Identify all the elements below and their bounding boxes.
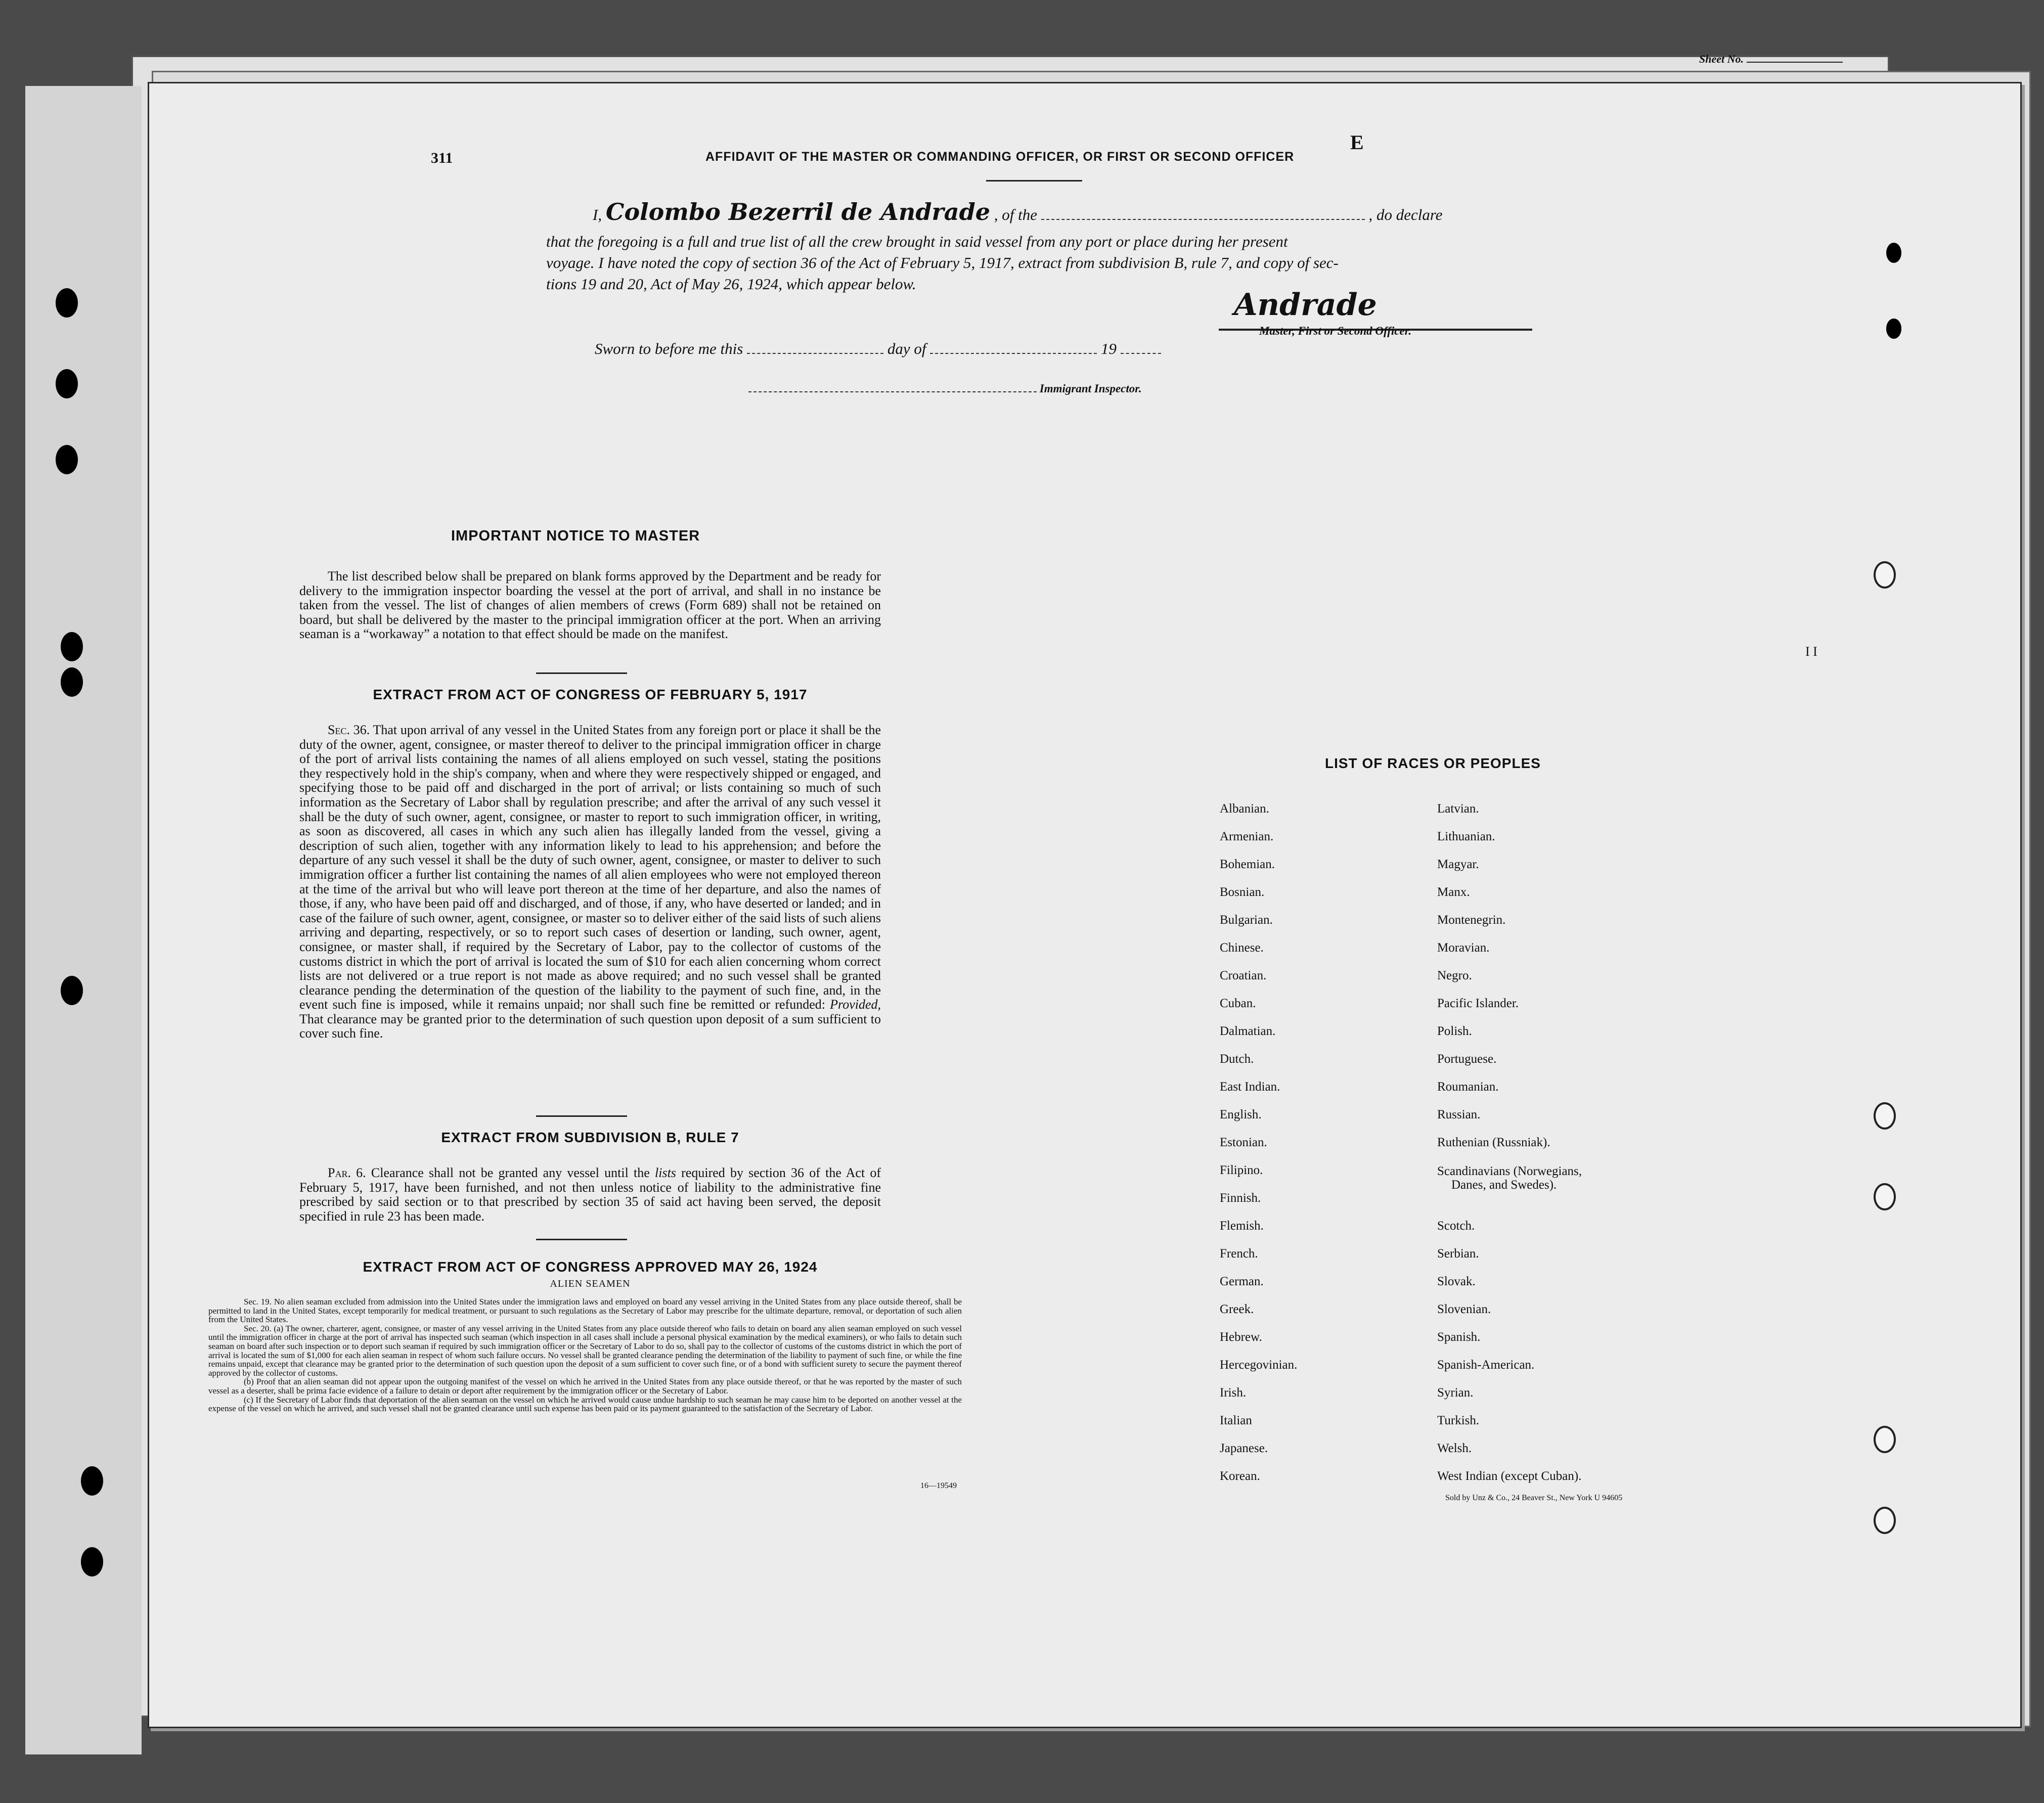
binder-hole (56, 369, 78, 398)
race-item: Japanese. (1220, 1441, 1268, 1455)
margin-mark: I I (1805, 644, 1817, 659)
binder-hole (1886, 319, 1901, 339)
race-item: Spanish. (1437, 1330, 1481, 1344)
form-number: 16—19549 (920, 1481, 957, 1490)
race-item: Hebrew. (1220, 1330, 1262, 1344)
binder-hole (81, 1547, 103, 1576)
race-item: Chinese. (1220, 941, 1264, 955)
race-item: East Indian. (1220, 1080, 1280, 1094)
binder-ring (1874, 1507, 1896, 1534)
race-item: Albanian. (1220, 802, 1269, 816)
race-item: Lithuanian. (1437, 830, 1495, 843)
race-item: Spanish-American. (1437, 1358, 1535, 1372)
sheet-number-label: Sheet No. (1699, 53, 1843, 66)
extract-1917-text: Sec. 36. That upon arrival of any vessel in the United States from any foreign port or place it shall be the duty of the owner, agent, consignee, or master thereof to deliver to the principal immigration officer in charge of the port of arrival lists containing the names of all aliens employed on such vessel, stating the positions they respectively hold in the ship's company, when and where they were respectively shipped or engaged, and specifying those to be paid off and discharged in the port of arrival; or lists containing so much of such information as the Secretary of Labor shall by regulation prescribe; and after the arrival of any such vessel it shall be the duty of such owner, agent, consignee, or master to report to such immigration officer, in writing, as soon as discovered, all cases in which any such alien has illegally landed from the vessel, giving a description of such alien, together with any information likely to lead to his apprehension; and before the departure of any such vessel it shall be the duty of such owner, agent, consignee, or master to deliver to such immigration officer a further list containing the names of all alien employees who were not employed thereon at the time of the arrival but who will leave port thereon at the time of her departure, and also the names of those, if any, who have been paid off and discharged, and of those, if any, who have deserted or landed; and in case of the failure of such owner, agent, consignee, or master so to deliver either of the said lists of such aliens arriving and departing, respectively, or so to report such cases of desertion or landing, such owner, agent, consignee, or master shall, if required by the Secretary of Labor, pay to the collector of customs of the customs district in which the port of arrival is located the sum of $10 for each alien concerning whom correct lists are not delivered or a true report is not made as above required; and no such vessel shall be granted clearance pending the determination of the question of the liability to the payment of such fine, and, in the event such fine is imposed, while it remains unpaid; nor shall such fine be remitted or refunded: Provided, That clearance may be granted prior to the determination of such question upon deposit of a sum sufficient to cover such fine. (299, 723, 881, 1041)
race-item: Greek. (1220, 1302, 1254, 1316)
extract-1924-text: Sec. 19. No alien seaman excluded from admission into the United States under the immigration laws and employed on board any vessel arriving in the United States from any place outside thereof, shall be permitted to land in the United States, except temporarily for medical treatment, or pursuant to such regulations as the Secretary of Labor may prescribe for the ultimate departure, removal, or deportation of such alien from the United States. Sec. 20. (a) The owner, charterer, agent, consignee, or master of any vessel arriving in the United States from any place outside thereof who fails to detain on board any alien seaman employed on such vessel until the immigration officer in charge at the port of arrival has inspected such seaman (which inspection in all cases shall include a personal physical examination by the medical examiners), or who fails to detain such seaman on board after such inspection or to deport such seaman if required by such immigration officer or the Secretary of Labor to do so, shall pay to the collector of customs of the customs district in which the port of arrival is located the sum of $1,000 for each alien seaman in respect of whom such failure occurs. No vessel shall be granted clearance pending the determination of the liability to payment of such fine, or while the fine remains unpaid, except that clearance may be granted prior to the determination of such question upon the deposit of a sum sufficient to cover such fine, or of a bond with sufficient surety to secure the payment thereof approved by the collector of customs. (b) Proof that an alien seaman did not appear upon the outgoing manifest of the vessel on which he arrived in the United States from any place outside thereof, or that he was reported by the master of such vessel as a deserter, shall be prima facie evidence of a failure to detain or deport after requirement by the immigration officer or the Secretary of Labor. (c) If the Secretary of Labor finds that deportation of the alien seaman on the vessel on which he arrived would cause undue hardship to such seaman he may cause him to be deported on another vessel at the expense of the vessel on which he arrived, and such vessel shall not be granted clearance until such expense has been paid or its payment guaranteed to the satisfaction of the Secretary of Labor. (208, 1297, 962, 1414)
race-item: Hercegovinian. (1220, 1358, 1298, 1372)
section-rule (536, 672, 627, 674)
binder-hole (81, 1466, 103, 1496)
race-item: Filipino. (1220, 1163, 1263, 1177)
left-strip (25, 86, 142, 1754)
race-item: Portuguese. (1437, 1052, 1497, 1066)
race-item: Montenegrin. (1437, 913, 1506, 927)
race-item: Finnish. (1220, 1191, 1261, 1205)
race-item: Scotch. (1437, 1219, 1475, 1233)
corner-mark: E (1350, 131, 1364, 154)
race-item: Manx. (1437, 885, 1470, 899)
race-item: Ruthenian (Russniak). (1437, 1136, 1550, 1149)
race-item: Scandinavians (Norwegians, (1437, 1164, 1582, 1178)
affidavit-line-2: voyage. I have noted the copy of section 36 of the Act of February 5, 1917, extract from subdivision B, rule 7, and copy of sec- (546, 254, 1339, 272)
binder-hole (56, 288, 78, 318)
race-item: Korean. (1220, 1469, 1260, 1483)
race-item: Moravian. (1437, 941, 1490, 955)
race-item: Roumanian. (1437, 1080, 1499, 1094)
binder-ring (1874, 1426, 1896, 1453)
race-item: Dalmatian. (1220, 1024, 1276, 1038)
affidavit-line-3: tions 19 and 20, Act of May 26, 1924, which appear below. (546, 275, 916, 293)
section-rule (536, 1239, 627, 1240)
race-item: German. (1220, 1275, 1264, 1288)
race-item: Cuban. (1220, 997, 1256, 1010)
race-item: Italian (1220, 1414, 1252, 1427)
affidavit-title: AFFIDAVIT OF THE MASTER OR COMMANDING OFFICER, OR FIRST OR SECOND OFFICER (705, 150, 1295, 164)
races-title: LIST OF RACES OR PEOPLES (1325, 755, 1541, 771)
race-item: Estonian. (1220, 1136, 1267, 1149)
master-signature: Andrade (1234, 287, 1377, 323)
race-item: Irish. (1220, 1386, 1247, 1400)
race-item: Croatian. (1220, 969, 1267, 982)
declarant-signature: Colombo Bezerril de Andrade (605, 198, 990, 226)
race-item: Latvian. (1437, 802, 1479, 816)
alien-seamen-subtitle: ALIEN SEAMEN (550, 1278, 631, 1289)
race-item: Bulgarian. (1220, 913, 1273, 927)
race-item: Negro. (1437, 969, 1472, 982)
binder-ring (1874, 561, 1896, 589)
rule7-text: Par. 6. Clearance shall not be granted any vessel until the lists required by section 36 of the Act of February 5, 1917, have been furnished, and not then unless notice of liability to the administrative fine prescribed by said section or to that prescribed by section 35 of said act having been served, the deposit specified in rule 23 has been made. (299, 1165, 881, 1224)
race-item: Polish. (1437, 1024, 1472, 1038)
binder-hole (61, 667, 83, 697)
master-label: Master, First or Second Officer. (1259, 325, 1412, 337)
notice-title: IMPORTANT NOTICE TO MASTER (451, 528, 700, 544)
race-item: Magyar. (1437, 858, 1479, 871)
race-item: Slovak. (1437, 1275, 1476, 1288)
binder-hole (61, 632, 83, 661)
sworn-line: Sworn to before me this day of 19 (595, 340, 1161, 358)
title-rule (986, 180, 1082, 182)
race-item: Bohemian. (1220, 858, 1275, 871)
section-rule (536, 1115, 627, 1117)
binder-ring (1874, 1183, 1896, 1210)
extract-1917-title: EXTRACT FROM ACT OF CONGRESS OF FEBRUARY 5, 1917 (373, 687, 808, 702)
page-mark: 311 (431, 150, 453, 166)
rule7-title: EXTRACT FROM SUBDIVISION B, RULE 7 (441, 1130, 739, 1145)
race-item: West Indian (except Cuban). (1437, 1469, 1582, 1483)
race-item: Flemish. (1220, 1219, 1264, 1233)
race-item: Pacific Islander. (1437, 997, 1519, 1010)
race-item: English. (1220, 1108, 1262, 1121)
binder-hole (56, 445, 78, 474)
binder-ring (1874, 1102, 1896, 1130)
inspector-line: Immigrant Inspector. (748, 380, 1142, 395)
binder-hole (1886, 243, 1901, 263)
notice-text: The list described below shall be prepared on blank forms approved by the Department and be ready for delivery to the immigration inspector boarding the vessel at the port of arrival, and shall in no instance be taken from the vessel. The list of changes of alien members of crews (Form 689) shall not be retained on board, but shall be delivered by the master to the principal immigration officer at the port. When an arriving seaman is a “workaway” a notation to that effect should be made on the manifest. (299, 569, 881, 642)
race-item: Danes, and Swedes). (1451, 1178, 1557, 1192)
printer-footer: Sold by Unz & Co., 24 Beaver St., New York U 94605 (1445, 1494, 1623, 1502)
affidavit-declarant-line: I, Colombo Bezerril de Andrade , of the , do declare (593, 198, 1443, 226)
race-item: Slovenian. (1437, 1302, 1491, 1316)
race-item: Russian. (1437, 1108, 1481, 1121)
race-item: Dutch. (1220, 1052, 1254, 1066)
race-item: Serbian. (1437, 1247, 1479, 1260)
race-item: Armenian. (1220, 830, 1274, 843)
race-item: Syrian. (1437, 1386, 1474, 1400)
race-item: Welsh. (1437, 1441, 1472, 1455)
binder-hole (61, 976, 83, 1005)
race-item: Bosnian. (1220, 885, 1265, 899)
race-item: Turkish. (1437, 1414, 1480, 1427)
extract-1924-title: EXTRACT FROM ACT OF CONGRESS APPROVED MAY 26, 1924 (363, 1259, 818, 1275)
race-item: French. (1220, 1247, 1258, 1260)
affidavit-line-1: that the foregoing is a full and true list of all the crew brought in said vessel from any port or place during her present (546, 233, 1288, 250)
